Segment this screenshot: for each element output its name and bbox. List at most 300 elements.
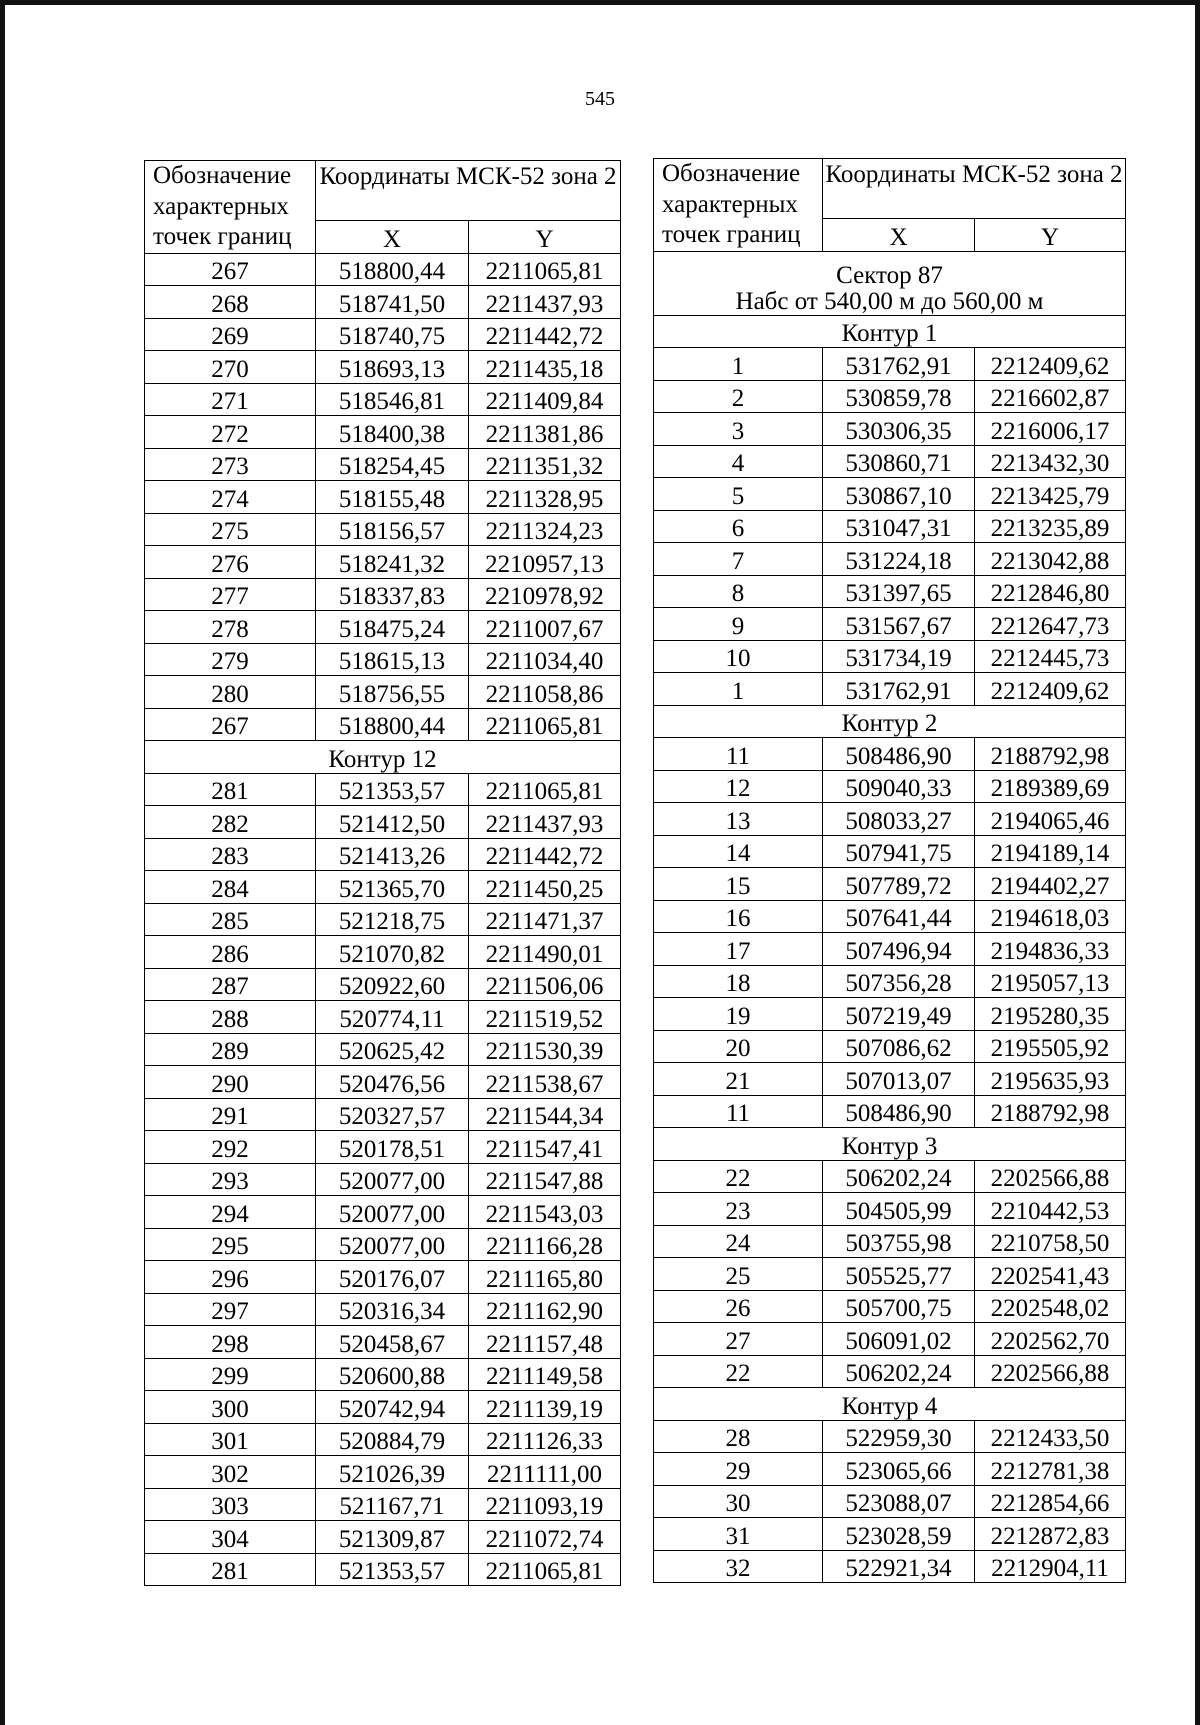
coord-x: 506091,02	[823, 1323, 975, 1356]
table-row	[145, 1131, 621, 1164]
coord-y: 2212872,83	[975, 1518, 1126, 1551]
point-number: 9	[654, 608, 823, 641]
sector-row	[654, 251, 1126, 315]
point-number: 281	[145, 773, 316, 806]
coord-x: 518800,44	[316, 253, 469, 286]
table-row	[145, 936, 621, 969]
coord-x: 520625,42	[316, 1033, 469, 1066]
contour-row	[654, 315, 1126, 348]
point-number: 269	[145, 318, 316, 351]
coord-x: 518800,44	[316, 708, 469, 741]
table-row	[654, 608, 1126, 641]
coord-x: 530859,78	[823, 380, 975, 413]
coord-y: 2211065,81	[469, 773, 621, 806]
table-row	[145, 806, 621, 839]
sector-name: Сектор 87	[836, 261, 943, 289]
point-column-header: Обозначение характерных точек границ	[145, 161, 316, 254]
table-row	[654, 803, 1126, 836]
point-number: 28	[654, 1420, 823, 1453]
point-number: 10	[654, 640, 823, 673]
coord-x: 506202,24	[823, 1355, 975, 1388]
coord-y: 2194189,14	[975, 835, 1126, 868]
sector-title	[654, 251, 1126, 315]
point-number: 271	[145, 383, 316, 416]
table-row	[654, 1095, 1126, 1128]
table-row	[145, 1423, 621, 1456]
table-row	[654, 1550, 1126, 1583]
coord-x: 518741,50	[316, 286, 469, 319]
point-number: 294	[145, 1196, 316, 1229]
table-row	[145, 773, 621, 806]
table-row	[654, 1420, 1126, 1453]
coord-x: 518241,32	[316, 546, 469, 579]
coord-y: 2211007,67	[469, 611, 621, 644]
coord-x: 518475,24	[316, 611, 469, 644]
point-number: 299	[145, 1358, 316, 1391]
table-row	[654, 868, 1126, 901]
table-row	[145, 611, 621, 644]
point-number: 267	[145, 708, 316, 741]
coord-y: 2211435,18	[469, 351, 621, 384]
table-row	[654, 1518, 1126, 1551]
table-row	[654, 933, 1126, 966]
point-number: 298	[145, 1326, 316, 1359]
contour-label: Контур 12	[145, 741, 621, 774]
coord-x: 520600,88	[316, 1358, 469, 1391]
table-row	[654, 1225, 1126, 1258]
coord-x: 520077,00	[316, 1228, 469, 1261]
coord-x: 520077,00	[316, 1163, 469, 1196]
point-number: 17	[654, 933, 823, 966]
table-row	[654, 835, 1126, 868]
table-row	[145, 383, 621, 416]
point-number: 291	[145, 1098, 316, 1131]
contour-label: Контур 4	[654, 1388, 1126, 1421]
coord-x: 522959,30	[823, 1420, 975, 1453]
point-number: 273	[145, 448, 316, 481]
coord-y: 2195280,35	[975, 998, 1126, 1031]
page-number: 545	[585, 88, 615, 110]
table-body-left	[145, 253, 621, 1586]
table-row	[654, 770, 1126, 803]
point-number: 32	[654, 1550, 823, 1583]
table-row	[654, 640, 1126, 673]
coord-y: 2216006,17	[975, 413, 1126, 446]
coord-y: 2211093,19	[469, 1488, 621, 1521]
table-row	[145, 708, 621, 741]
coord-y: 2212647,73	[975, 608, 1126, 641]
point-column-header: Обозначение характерных точек границ	[654, 159, 823, 252]
coord-x: 507086,62	[823, 1030, 975, 1063]
point-number: 1	[654, 348, 823, 381]
coord-y: 2212409,62	[975, 348, 1126, 381]
point-number: 22	[654, 1355, 823, 1388]
coord-x: 507496,94	[823, 933, 975, 966]
table-row	[145, 1066, 621, 1099]
coord-x: 531224,18	[823, 543, 975, 576]
point-number: 21	[654, 1063, 823, 1096]
coord-x: 508033,27	[823, 803, 975, 836]
point-number: 30	[654, 1485, 823, 1518]
point-number: 24	[654, 1225, 823, 1258]
coord-x: 518400,38	[316, 416, 469, 449]
coord-x: 522921,34	[823, 1550, 975, 1583]
coord-y: 2211442,72	[469, 318, 621, 351]
coord-x: 507013,07	[823, 1063, 975, 1096]
coord-y: 2211058,86	[469, 676, 621, 709]
point-number: 283	[145, 838, 316, 871]
point-number: 297	[145, 1293, 316, 1326]
coord-y: 2194402,27	[975, 868, 1126, 901]
point-number: 5	[654, 478, 823, 511]
coord-y: 2202562,70	[975, 1323, 1126, 1356]
table-row	[654, 1160, 1126, 1193]
coord-y: 2211139,19	[469, 1391, 621, 1424]
coord-y: 2211324,23	[469, 513, 621, 546]
point-number: 288	[145, 1001, 316, 1034]
contour-label: Контур 2	[654, 705, 1126, 738]
table-row	[145, 481, 621, 514]
coord-y: 2211437,93	[469, 806, 621, 839]
contour-row	[654, 705, 1126, 738]
table-row	[145, 871, 621, 904]
point-number: 292	[145, 1131, 316, 1164]
point-number: 4	[654, 445, 823, 478]
point-number: 14	[654, 835, 823, 868]
coord-x: 520458,67	[316, 1326, 469, 1359]
point-number: 278	[145, 611, 316, 644]
coord-y: 2213425,79	[975, 478, 1126, 511]
coord-x: 521353,57	[316, 1553, 469, 1586]
coord-x: 507356,28	[823, 965, 975, 998]
coord-y: 2211530,39	[469, 1033, 621, 1066]
table-row	[145, 286, 621, 319]
coord-x: 508486,90	[823, 738, 975, 771]
table-row	[654, 510, 1126, 543]
coord-y: 2211409,84	[469, 383, 621, 416]
coord-x: 523028,59	[823, 1518, 975, 1551]
coord-x: 530306,35	[823, 413, 975, 446]
coord-y: 2212781,38	[975, 1453, 1126, 1486]
coord-x: 518337,83	[316, 578, 469, 611]
coord-y: 2211065,81	[469, 1553, 621, 1586]
coord-x: 507641,44	[823, 900, 975, 933]
table-row	[145, 1228, 621, 1261]
coord-y: 2211543,03	[469, 1196, 621, 1229]
coord-y: 2213432,30	[975, 445, 1126, 478]
table-row	[145, 351, 621, 384]
table-row	[654, 1323, 1126, 1356]
coord-y: 2189389,69	[975, 770, 1126, 803]
coord-y: 2195057,13	[975, 965, 1126, 998]
table-row	[654, 998, 1126, 1031]
table-row	[145, 513, 621, 546]
coord-y: 2194065,46	[975, 803, 1126, 836]
table-row	[145, 676, 621, 709]
coord-y: 2213042,88	[975, 543, 1126, 576]
point-number: 280	[145, 676, 316, 709]
coord-x: 521413,26	[316, 838, 469, 871]
coord-x: 520176,07	[316, 1261, 469, 1294]
point-number: 302	[145, 1456, 316, 1489]
x-column-header: X	[823, 219, 975, 252]
point-number: 13	[654, 803, 823, 836]
coord-y: 2211519,52	[469, 1001, 621, 1034]
point-number: 282	[145, 806, 316, 839]
table-row	[654, 1258, 1126, 1291]
table-row	[145, 1033, 621, 1066]
table-row	[654, 1453, 1126, 1486]
point-number: 267	[145, 253, 316, 286]
coord-x: 518693,13	[316, 351, 469, 384]
coord-y: 2212846,80	[975, 575, 1126, 608]
point-number: 272	[145, 416, 316, 449]
coord-y: 2211328,95	[469, 481, 621, 514]
coord-y: 2212445,73	[975, 640, 1126, 673]
table-row	[654, 575, 1126, 608]
table-row	[145, 1521, 621, 1554]
table-row	[654, 1355, 1126, 1388]
coord-x: 531047,31	[823, 510, 975, 543]
coord-x: 518254,45	[316, 448, 469, 481]
point-number: 22	[654, 1160, 823, 1193]
coord-x: 507941,75	[823, 835, 975, 868]
table-row	[145, 1553, 621, 1586]
coord-y: 2211072,74	[469, 1521, 621, 1554]
coord-x: 518546,81	[316, 383, 469, 416]
table-row	[145, 903, 621, 936]
point-number: 277	[145, 578, 316, 611]
coord-x: 520774,11	[316, 1001, 469, 1034]
table-row	[145, 1261, 621, 1294]
table-body-right	[654, 251, 1126, 1583]
table-row	[654, 413, 1126, 446]
coord-y: 2211065,81	[469, 253, 621, 286]
point-number: 31	[654, 1518, 823, 1551]
table-row	[145, 1163, 621, 1196]
coord-y: 2211490,01	[469, 936, 621, 969]
x-column-header: X	[316, 221, 469, 254]
point-number: 3	[654, 413, 823, 446]
coord-x: 520742,94	[316, 1391, 469, 1424]
table-row	[654, 543, 1126, 576]
coord-y: 2211471,37	[469, 903, 621, 936]
coordinate-system-header: Координаты МСК-52 зона 2	[316, 161, 621, 221]
coord-y: 2210957,13	[469, 546, 621, 579]
point-number: 6	[654, 510, 823, 543]
point-number: 11	[654, 1095, 823, 1128]
point-number: 18	[654, 965, 823, 998]
point-number: 270	[145, 351, 316, 384]
coord-x: 531734,19	[823, 640, 975, 673]
point-number: 11	[654, 738, 823, 771]
table-row	[654, 673, 1126, 706]
coord-y: 2211450,25	[469, 871, 621, 904]
table-row	[145, 838, 621, 871]
coord-x: 521218,75	[316, 903, 469, 936]
y-column-header: Y	[469, 221, 621, 254]
table-row	[654, 380, 1126, 413]
table-row	[145, 1001, 621, 1034]
coord-y: 2211547,41	[469, 1131, 621, 1164]
table-row	[654, 1485, 1126, 1518]
coord-y: 2211547,88	[469, 1163, 621, 1196]
coord-x: 518156,57	[316, 513, 469, 546]
point-number: 300	[145, 1391, 316, 1424]
contour-label: Контур 3	[654, 1128, 1126, 1161]
coord-x: 523088,07	[823, 1485, 975, 1518]
point-number: 276	[145, 546, 316, 579]
coord-y: 2216602,87	[975, 380, 1126, 413]
coord-x: 503755,98	[823, 1225, 975, 1258]
table-row	[654, 738, 1126, 771]
coord-x: 531567,67	[823, 608, 975, 641]
table-row	[654, 478, 1126, 511]
table-row	[654, 1063, 1126, 1096]
sector-altitude-range: Набс от 540,00 м до 560,00 м	[735, 287, 1044, 315]
coord-x: 520922,60	[316, 968, 469, 1001]
point-number: 25	[654, 1258, 823, 1291]
coord-y: 2202541,43	[975, 1258, 1126, 1291]
coord-y: 2210442,53	[975, 1193, 1126, 1226]
coordinates-table-right	[653, 158, 1126, 1583]
table-row	[145, 253, 621, 286]
coord-x: 504505,99	[823, 1193, 975, 1226]
coord-y: 2194618,03	[975, 900, 1126, 933]
point-number: 12	[654, 770, 823, 803]
table-row	[654, 1290, 1126, 1323]
point-number: 16	[654, 900, 823, 933]
contour-row	[654, 1128, 1126, 1161]
table-row	[145, 1358, 621, 1391]
coord-y: 2210758,50	[975, 1225, 1126, 1258]
point-number: 274	[145, 481, 316, 514]
coord-y: 2188792,98	[975, 1095, 1126, 1128]
table-row	[654, 900, 1126, 933]
point-number: 287	[145, 968, 316, 1001]
table-row	[145, 318, 621, 351]
coord-y: 2211034,40	[469, 643, 621, 676]
coord-y: 2212433,50	[975, 1420, 1126, 1453]
coord-y: 2202566,88	[975, 1160, 1126, 1193]
coord-x: 520476,56	[316, 1066, 469, 1099]
coord-y: 2211111,00	[469, 1456, 621, 1489]
table-row	[654, 445, 1126, 478]
table-row	[145, 1196, 621, 1229]
coord-x: 520327,57	[316, 1098, 469, 1131]
table-row	[145, 1488, 621, 1521]
coord-y: 2211351,32	[469, 448, 621, 481]
point-number: 279	[145, 643, 316, 676]
table-row	[654, 965, 1126, 998]
coord-y: 2188792,98	[975, 738, 1126, 771]
coord-x: 521353,57	[316, 773, 469, 806]
point-number: 295	[145, 1228, 316, 1261]
point-number: 2	[654, 380, 823, 413]
point-number: 290	[145, 1066, 316, 1099]
point-number: 284	[145, 871, 316, 904]
point-number: 285	[145, 903, 316, 936]
coord-y: 2211506,06	[469, 968, 621, 1001]
coord-y: 2211126,33	[469, 1423, 621, 1456]
coord-x: 509040,33	[823, 770, 975, 803]
coord-y: 2210978,92	[469, 578, 621, 611]
point-number: 281	[145, 1553, 316, 1586]
table-row	[145, 416, 621, 449]
point-number: 303	[145, 1488, 316, 1521]
coord-y: 2211065,81	[469, 708, 621, 741]
coord-y: 2211442,72	[469, 838, 621, 871]
point-number: 15	[654, 868, 823, 901]
point-number: 293	[145, 1163, 316, 1196]
y-column-header: Y	[975, 219, 1126, 252]
table-row	[145, 1098, 621, 1131]
contour-row	[654, 1388, 1126, 1421]
coordinate-system-header: Координаты МСК-52 зона 2	[823, 159, 1126, 219]
coord-x: 521309,87	[316, 1521, 469, 1554]
coord-x: 518756,55	[316, 676, 469, 709]
point-number: 304	[145, 1521, 316, 1554]
point-number: 296	[145, 1261, 316, 1294]
coord-y: 2202566,88	[975, 1355, 1126, 1388]
coord-x: 521026,39	[316, 1456, 469, 1489]
coord-y: 2211162,90	[469, 1293, 621, 1326]
point-number: 29	[654, 1453, 823, 1486]
coord-y: 2211165,80	[469, 1261, 621, 1294]
point-number: 268	[145, 286, 316, 319]
coord-x: 521365,70	[316, 871, 469, 904]
point-number: 7	[654, 543, 823, 576]
table-row	[145, 578, 621, 611]
coord-y: 2211538,67	[469, 1066, 621, 1099]
coord-y: 2211149,58	[469, 1358, 621, 1391]
coord-x: 507219,49	[823, 998, 975, 1031]
coord-x: 520178,51	[316, 1131, 469, 1164]
coord-x: 518740,75	[316, 318, 469, 351]
coord-x: 518615,13	[316, 643, 469, 676]
coord-y: 2211437,93	[469, 286, 621, 319]
table-row	[145, 546, 621, 579]
coord-y: 2211166,28	[469, 1228, 621, 1261]
coord-y: 2212854,66	[975, 1485, 1126, 1518]
coord-x: 507789,72	[823, 868, 975, 901]
coord-x: 508486,90	[823, 1095, 975, 1128]
coord-y: 2213235,89	[975, 510, 1126, 543]
coord-x: 520077,00	[316, 1196, 469, 1229]
coord-x: 520884,79	[316, 1423, 469, 1456]
table-row	[145, 968, 621, 1001]
table-row	[145, 643, 621, 676]
table-row	[145, 448, 621, 481]
coord-x: 520316,34	[316, 1293, 469, 1326]
point-number: 289	[145, 1033, 316, 1066]
point-number: 20	[654, 1030, 823, 1063]
coord-x: 505700,75	[823, 1290, 975, 1323]
coord-y: 2212409,62	[975, 673, 1126, 706]
coord-y: 2211381,86	[469, 416, 621, 449]
point-number: 26	[654, 1290, 823, 1323]
coord-x: 530860,71	[823, 445, 975, 478]
coord-y: 2195505,92	[975, 1030, 1126, 1063]
point-number: 275	[145, 513, 316, 546]
coord-x: 530867,10	[823, 478, 975, 511]
coord-x: 518155,48	[316, 481, 469, 514]
coord-x: 506202,24	[823, 1160, 975, 1193]
point-number: 27	[654, 1323, 823, 1356]
coord-x: 531762,91	[823, 348, 975, 381]
coord-x: 521070,82	[316, 936, 469, 969]
point-number: 301	[145, 1423, 316, 1456]
